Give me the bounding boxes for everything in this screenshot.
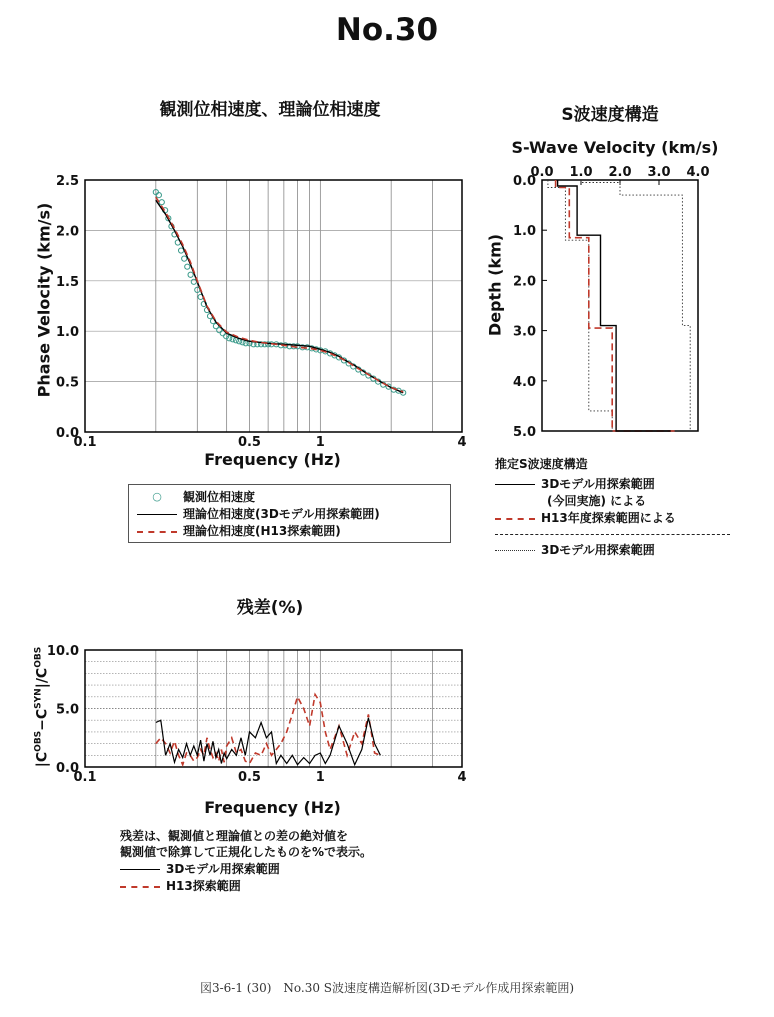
pv-observed-point	[185, 264, 190, 269]
pv-x-tick-label: 0.1	[73, 435, 97, 450]
dashed-line-icon	[495, 513, 535, 523]
sw-x-tick-label: 2.0	[608, 165, 632, 180]
pv-observed-point	[188, 272, 193, 277]
swave-title: S波速度構造	[561, 105, 659, 125]
pv-y-tick-label: 2.5	[55, 174, 79, 189]
legend-item-h13: H13年度探索範囲による	[495, 509, 735, 526]
legend-item-3d-sub: (今回実施) による	[547, 494, 647, 508]
sw-plot-frame	[542, 180, 698, 431]
sw-x-tick-label: 3.0	[647, 165, 671, 180]
solid-line-icon	[120, 864, 160, 874]
sw-y-tick-label: 4.0	[512, 374, 536, 390]
sw-range-min-line	[548, 180, 612, 431]
pv-x-tick-label: 1	[315, 435, 325, 450]
res-x-tick-label: 1	[315, 770, 325, 785]
pv-y-tick-label: 1.0	[55, 325, 79, 341]
pv-y-tick-label: 1.5	[55, 274, 79, 290]
solid-line-icon	[495, 479, 535, 489]
dotted-line-icon	[495, 545, 535, 555]
res-x-tick-label: 0.1	[73, 770, 97, 785]
pv-y-tick-label: 0.0	[55, 426, 79, 441]
residual-note-line-2: 観測値で除算して正規化したものを%で表示。	[120, 845, 373, 859]
sw-range-max-line	[581, 180, 690, 431]
legend-item-h13: 理論位相速度(H13探索範囲)	[137, 522, 442, 539]
pv-y-tick-label: 0.5	[55, 375, 79, 391]
swave-xlabel: S-Wave Velocity (km/s)	[511, 138, 719, 157]
residual-note	[120, 828, 480, 894]
pv-x-tick-label: 0.5	[237, 435, 261, 450]
legend-divider	[495, 534, 730, 535]
solid-line-icon	[137, 509, 177, 519]
res-y-tick-label: 0.0	[55, 761, 79, 776]
sw-y-tick-label: 2.0	[512, 274, 536, 290]
pv-observed-point	[156, 193, 161, 198]
res-plot-frame	[85, 650, 462, 767]
residual-note-line-1: 残差は、観測値と理論値との差の絶対値を	[120, 829, 349, 843]
circle-marker-icon: ○	[152, 489, 162, 503]
legend-item-3d: 理論位相速度(3Dモデル用探索範囲)	[137, 505, 442, 522]
phase-velocity-title: 観測位相速度、理論位相速度	[159, 100, 381, 120]
res-y-tick-label: 5.0	[55, 702, 79, 718]
sw-x-tick-label: 1.0	[569, 165, 593, 180]
res-x-tick-label: 4	[457, 770, 467, 785]
sw-y-tick-label: 3.0	[512, 324, 536, 340]
swave-legend-head: 推定S波速度構造	[495, 457, 588, 471]
sw-h13-model-line	[556, 180, 679, 431]
residual-ylabel: $|C^{OBS}-C^{SYN}|/C^{OBS}$	[33, 646, 51, 768]
phase-velocity-xlabel: Frequency (Hz)	[204, 450, 341, 469]
legend-item-3d: 3Dモデル用探索範囲	[495, 475, 735, 492]
legend-item-3d: 3Dモデル用探索範囲	[120, 860, 480, 877]
page-title: No.30	[335, 12, 439, 48]
pv-observed-point	[191, 279, 196, 284]
legend-item-observed: ○ 観測位相速度	[137, 488, 442, 505]
pv-observed-point	[178, 248, 183, 253]
sw-x-tick-label: 4.0	[686, 165, 710, 180]
phase-velocity-legend	[128, 484, 451, 543]
legend-item-h13: H13探索範囲	[120, 877, 480, 894]
phase-velocity-ylabel: Phase Velocity (km/s)	[34, 202, 54, 398]
pv-observed-point	[159, 200, 164, 205]
sw-x-tick-label: 0.0	[530, 165, 554, 180]
residual-title: 残差(%)	[236, 598, 304, 618]
sw-y-tick-label: 1.0	[512, 224, 536, 240]
res-y-tick-label: 10.0	[46, 644, 79, 659]
pv-y-tick-label: 2.0	[55, 224, 79, 240]
residual-xlabel: Frequency (Hz)	[204, 798, 341, 817]
pv-h13-model-line	[156, 197, 403, 392]
sw-3d-model-line	[558, 180, 671, 431]
swave-legend	[495, 455, 735, 558]
pv-x-tick-label: 4	[457, 435, 467, 450]
dashed-line-icon	[137, 526, 177, 536]
sw-y-tick-label: 5.0	[512, 425, 536, 440]
pv-observed-point	[182, 256, 187, 261]
pv-observed-point	[230, 337, 235, 342]
sw-y-tick-label: 0.0	[512, 174, 536, 189]
legend-item-range: 3Dモデル用探索範囲	[495, 541, 735, 558]
dashed-line-icon	[120, 881, 160, 891]
swave-ylabel: Depth (km)	[485, 233, 505, 337]
figure-caption: 図3-6-1 (30) No.30 S波速度構造解析図(3Dモデル作成用探索範囲)	[199, 981, 575, 995]
pv-3d-model-line	[156, 200, 403, 393]
res-x-tick-label: 0.5	[237, 770, 261, 785]
